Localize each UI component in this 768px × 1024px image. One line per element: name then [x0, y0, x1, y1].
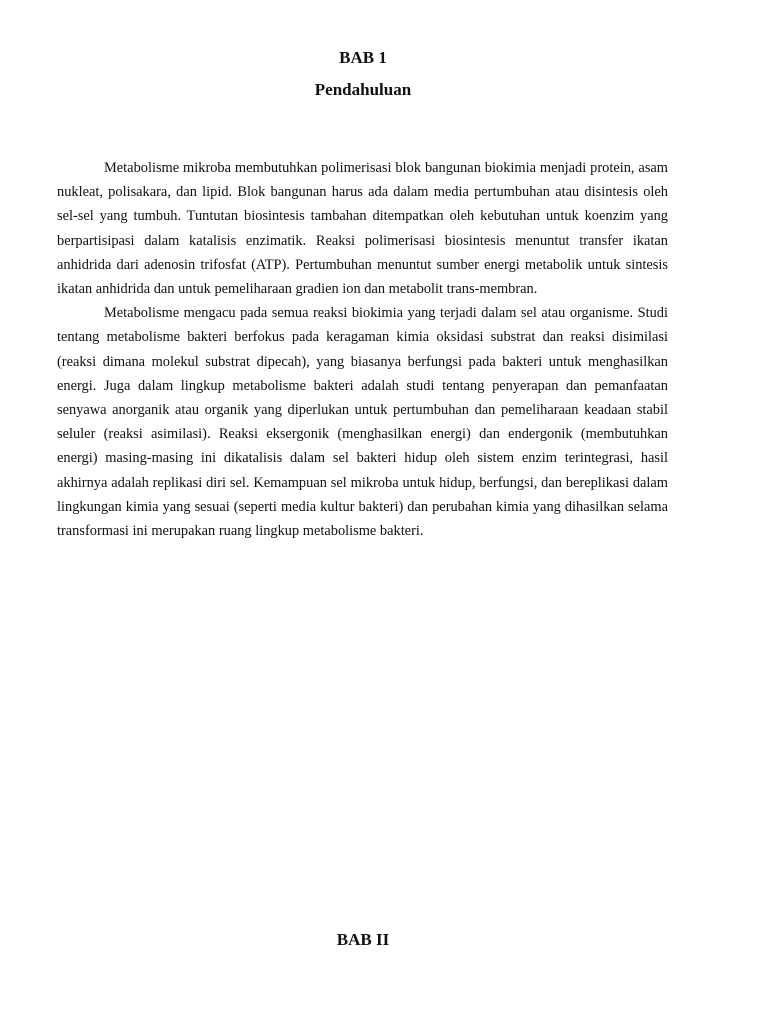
next-chapter-heading: BAB II: [336, 930, 390, 949]
chapter-number: BAB 1: [339, 48, 387, 67]
paragraph: Metabolisme mikroba membutuhkan polimerisasi blok bangunan biokimia menjadi protein, asam nukleat, polisakara, dan lipid. Blok bangunan harus ada dalam media pertumbuhan atau disintesis oleh sel-sel yang tumbuh. Tuntutan biosintesis tambahan ditempatkan oleh kebutuhan untuk koenzim yang berpartisipasi dalam katalisis enzimatik. Reaksi polimerisasi biosintesis menuntut transfer ikatan anhidrida dari adenosin trifosfat (ATP). Pertumbuhan menuntut sumber energi metabolik untuk sintesis ikatan anhidrida dan untuk pemeliharaan gradien ion dan metabolit trans-membran.: [57, 160, 668, 298]
body-text: [57, 156, 668, 543]
chapter-title: Pendahuluan: [314, 80, 412, 99]
paragraph: Metabolisme mengacu pada semua reaksi biokimia yang terjadi dalam sel atau organisme. Studi tentang metabolisme bakteri berfokus pada keragaman kimia oksidasi substrat dan reaksi disimilasi (reaksi dimana molekul substrat dipecah), yang biasanya berfungsi pada bakteri untuk menghasilkan energi. Juga dalam lingkup metabolisme bakteri adalah studi tentang penyerapan dan pemanfaatan senyawa anorganik atau organik yang diperlukan untuk pertumbuhan dan pemeliharaan keadaan stabil seluler (reaksi asimilasi). Reaksi eksergonik (menghasilkan energi) dan endergonik (membutuhkan energi) masing-masing ini dikatalisis dalam sel bakteri hidup oleh sistem enzim terintegrasi, hasil akhirnya adalah replikasi diri sel. Kemampuan sel mikroba untuk hidup, berfungsi, dan bereplikasi dalam lingkungan kimia yang sesuai (seperti media kultur bakteri) dan perubahan kimia yang dihasilkan selama transformasi ini merupakan ruang lingkup metabolisme bakteri.: [57, 305, 668, 540]
